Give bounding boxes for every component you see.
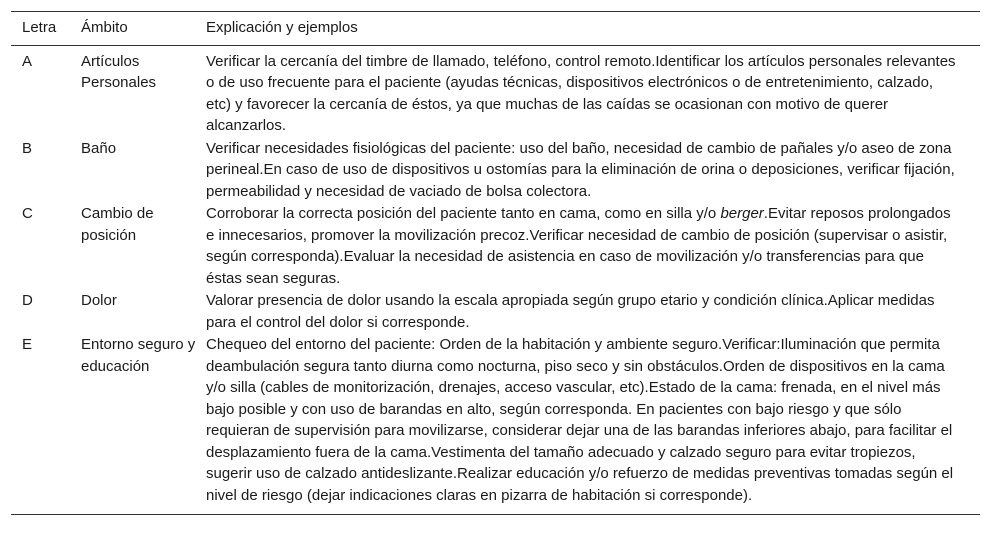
abcde-table-container	[11, 11, 980, 515]
cell-letra: E	[22, 336, 33, 353]
table-body	[11, 45, 980, 515]
header-row	[11, 12, 980, 46]
cell-explicacion	[206, 203, 980, 290]
cell-ambito: Dolor	[81, 292, 117, 309]
table-row	[11, 334, 980, 515]
table-row	[11, 45, 980, 138]
cell-ambito: Cambio de posición	[81, 205, 154, 244]
cell-ambito: Artículos Personales	[81, 52, 157, 91]
cell-explicacion: Chequeo del entorno del paciente: Orden de la habitación y ambiente seguro.Verificar:Iluminación que permita deambulación segura tanto diurna como nocturna, piso seco y sin obstáculos.Orden de dispositivos en la cama y/o silla (cables de monitorización, drenajes, acceso vascular, etc).Estado de la cama: frenada, en el nivel más bajo posible y con uso de barandas en alto, según corresponda. En pacientes con bajo riesgo y que sólo requieran de supervisión para movilizarse, considerar dejar una de las barandas inferiores abajo, para facilitar el desplazamiento fuera de la cama.Vestimenta del tamaño adecuado y calzado seguro para evitar tropiezos, sugerir uso de calzado antideslizante.Realizar educación y/o refuerzo de medidas preventivas tomadas según el nivel de riesgo (dejar indicaciones claras en pizarra de habitación si corresponde).	[206, 336, 954, 504]
cell-explicacion: Verificar necesidades fisiológicas del paciente: uso del baño, necesidad de cambio de pañales y/o aseo de zona perineal.En caso de uso de dispositivos u ostomías para la eliminación de orina o deposiciones, verificar fijación, permeabilidad y necesidad de vaciado de bolsa colectora.	[206, 139, 955, 200]
explicacion-text-post: .Evitar reposos prolongados e innecesarios, promover la movilización precoz.Verificar necesidad de cambio de posición (supervisar o asistir, según corresponda).Evaluar la necesidad de asistencia en caso de movilización y/o transferencias para que éstas sean seguras.	[206, 205, 951, 287]
abcde-table	[11, 11, 980, 515]
table-row	[11, 290, 980, 334]
header-ambito: Ámbito	[81, 19, 128, 36]
cell-explicacion: Valorar presencia de dolor usando la escala apropiada según grupo etario y condición clínica.Aplicar medidas para el control del dolor si corresponde.	[206, 292, 935, 331]
cell-explicacion: Verificar la cercanía del timbre de llamado, teléfono, control remoto.Identificar los artículos personales relevantes o de uso frecuente para el paciente (ayudas técnicas, dispositivos electrónicos o de entretenimiento, calzado, etc) y favorecer la cercanía de éstos, ya que muchas de las caídas se ocasionan con motivo de querer alcanzarlos.	[206, 52, 956, 134]
table-header	[11, 12, 980, 46]
cell-letra: A	[22, 52, 33, 70]
cell-letra: B	[22, 139, 33, 157]
cell-ambito: Baño	[81, 139, 117, 157]
explicacion-text-italic: berger	[720, 205, 764, 222]
table-row	[11, 203, 980, 290]
explicacion-text-pre: Corroborar la correcta posición del paciente tanto en cama, como en silla y/o	[206, 205, 721, 222]
cell-letra: C	[22, 205, 33, 222]
table-row	[11, 138, 980, 204]
cell-letra: D	[22, 292, 33, 309]
cell-ambito: Entorno seguro y educación	[81, 336, 196, 375]
header-explicacion: Explicación y ejemplos	[206, 19, 358, 36]
header-letra: Letra	[22, 19, 57, 36]
